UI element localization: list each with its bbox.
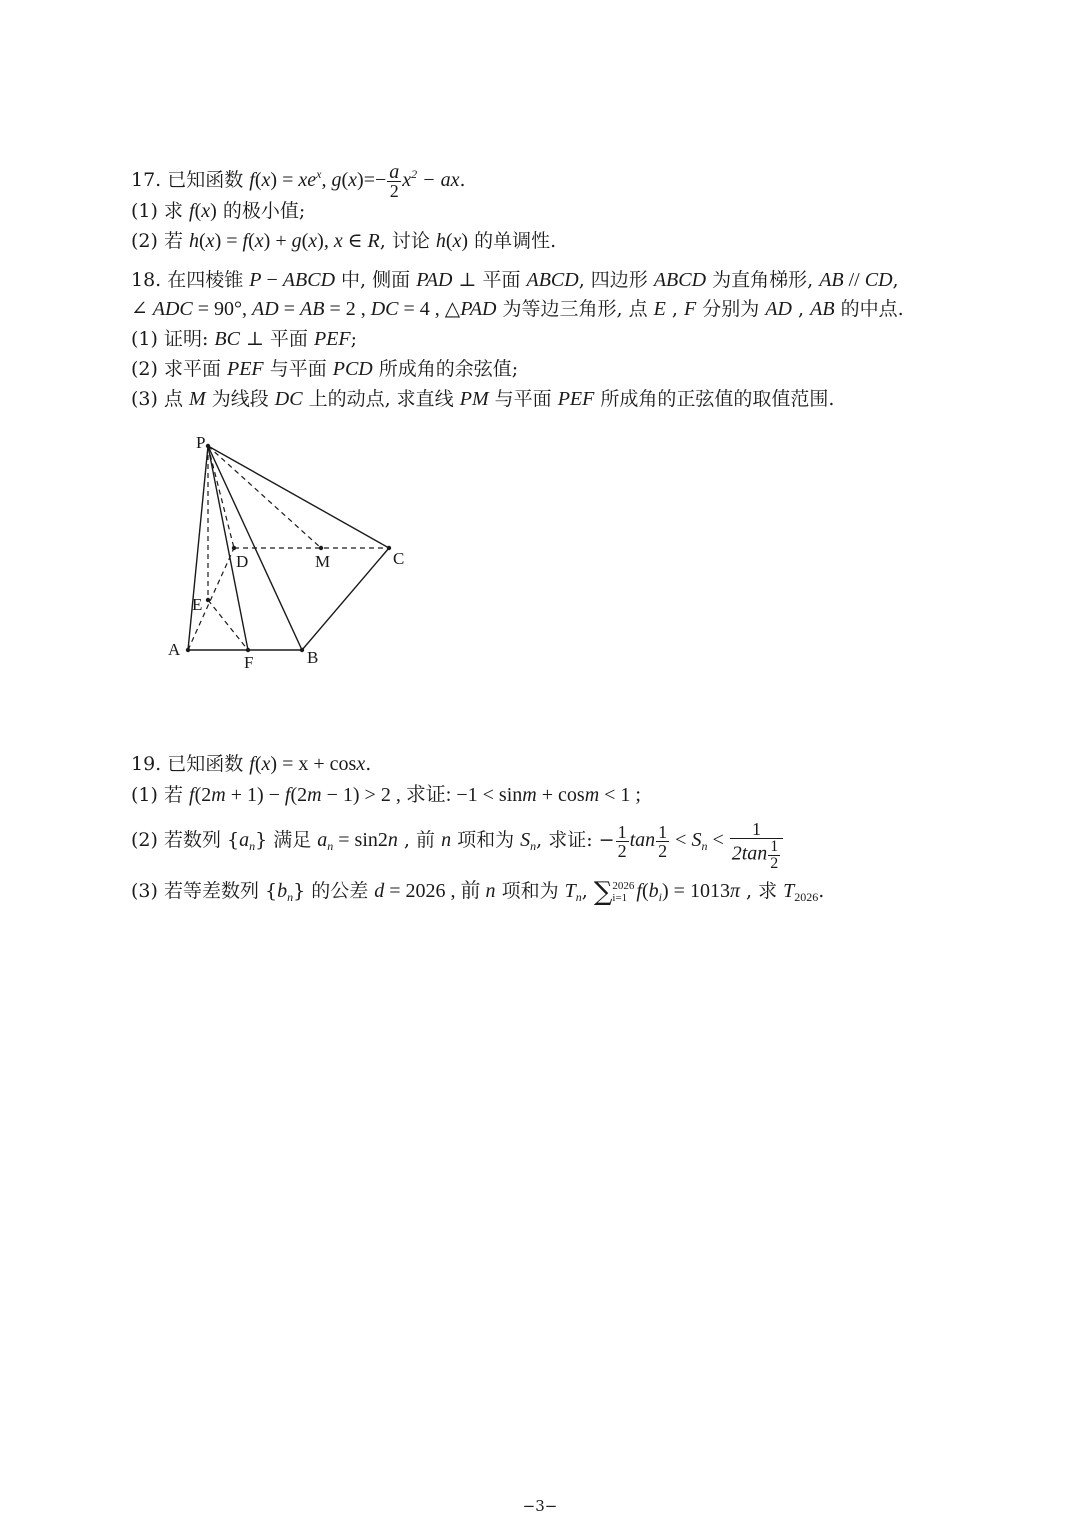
q18-part2: (2) 求平面 PEF 与平面 PCD 所成角的余弦值; (131, 358, 519, 380)
fraction-one-half: $\frac{1}{2}$ (617, 821, 627, 861)
label-c: C (393, 549, 405, 568)
pyramid-figure (160, 430, 420, 680)
q18-part3: (3) 点 M 为线段 DC 上的动点, 求直线 PM 与平面 PEF 所成角的正弦值的取值范围. (131, 388, 835, 410)
fraction-one-over-2tan: 1 2tan $\frac{1}{2}$ (730, 820, 784, 872)
q18-part1: (1) 证明: BC ⊥ 平面 PEF; (131, 328, 358, 350)
label-f: F (244, 653, 254, 672)
label-b: B (307, 648, 319, 667)
q17-stem: 17. 已知函数 $f(x) = xe^x$, g(x)=− $\frac{a}{2}$ $x^2$ − ax. (131, 160, 466, 201)
edge-pa (188, 446, 208, 650)
q19-stem: 19. 已知函数 f(x) = x + cosx. (131, 753, 372, 775)
edge-pc (208, 446, 389, 548)
q17-part1: (1) 求 f(x) 的极小值; (131, 200, 306, 222)
sum-limits: 2026 i=1 (612, 880, 635, 904)
q18-stem-line2: ∠ ADC = 90°, AD = AB = 2 , DC = 4 , △PAD 为等边三角形, 点 E , F 分别为 AD , AB 的中点. (131, 298, 904, 320)
label-p: P (196, 433, 206, 452)
label-e: E (192, 595, 203, 614)
label-a: A (168, 640, 181, 659)
edge-pd (208, 446, 234, 548)
fraction-a-over-2: $\frac{a}{2}$ (389, 160, 400, 201)
q19-part2: (2) 若数列 $\{a_n\}$ 满足 $a_n = \sin 2n$ , 前 n 项和为 $S_n$, 求证: − $\frac{1}{2}$ tan $\frac{1}{2}$ < $S_n$ < 1 2tan $\frac{1}{2}$ (131, 818, 784, 872)
q18-stem-line1: 18. 在四棱锥 P − ABCD 中, 侧面 PAD ⊥ 平面 ABCD, 四边形 ABCD 为直角梯形, AB // CD, (131, 269, 899, 291)
label-m: M (315, 552, 331, 571)
label-d: D (236, 552, 249, 571)
line-ef (208, 600, 248, 650)
page-number: −3− (522, 1497, 558, 1515)
q17-part2: (2) 若 h(x) = f(x) + g(x), x ∈ R, 讨论 h(x) 的单调性. (131, 230, 557, 252)
q19-part3: (3) 若等差数列 $\{b_n\}$ 的公差 d = 2026 , 前 n 项和为 $T_n$, ∑ 2026 i=1 $f(b_i) = 1013\pi$ , 求 $T_{2026}$. (131, 877, 825, 907)
q19-part1: (1) 若 f(2m + 1) − f(2m − 1) > 2 , 求证: −1 < sinm + cosm < 1 ; (131, 784, 641, 806)
fraction-one-half: $\frac{1}{2}$ (658, 821, 668, 861)
sum-symbol: ∑ (593, 877, 613, 907)
